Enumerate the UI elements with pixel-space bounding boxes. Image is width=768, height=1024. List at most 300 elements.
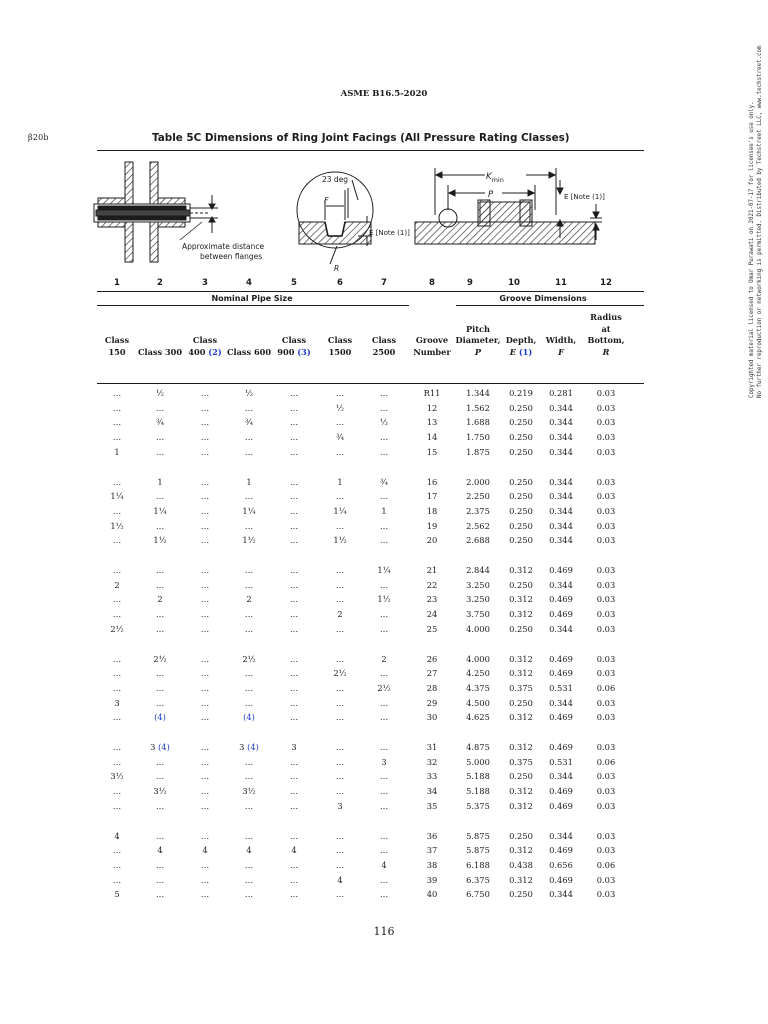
table-cell: 0.469 <box>549 594 573 605</box>
groove-detail-drawing <box>297 172 373 264</box>
groove-dimensions-label: Groove Dimensions <box>499 294 587 303</box>
table-cell: … <box>244 874 254 885</box>
table-cell: 0.03 <box>596 623 616 634</box>
table-cell: 0.531 <box>549 682 573 693</box>
column-header <box>456 324 501 359</box>
table-cell: 0.344 <box>549 697 573 708</box>
table-cell: … <box>112 845 122 856</box>
column-header-line: Number <box>413 346 451 357</box>
table-cell: … <box>289 402 299 413</box>
table-cell: 0.03 <box>596 535 616 546</box>
table-cell: … <box>155 579 165 590</box>
copyright-line: No further reproduction or networking is permitted. Distributed by Techstreet LLC, www.techstreet.com <box>757 45 763 398</box>
table-cell: 0.312 <box>509 800 533 811</box>
table-cell: 3.750 <box>466 609 490 620</box>
table-cell: 1 <box>114 446 120 457</box>
table-cell: … <box>289 682 299 693</box>
column-header-line: Width, <box>545 335 577 345</box>
table-cell: … <box>335 520 345 531</box>
table-cell: ½ <box>335 402 345 413</box>
table-cell: 0.03 <box>596 609 616 620</box>
table-cell: 2.562 <box>466 520 490 531</box>
column-header-line: Groove <box>415 335 449 345</box>
revision-mark: β20b <box>28 133 49 142</box>
table-cell: 0.250 <box>509 697 533 708</box>
table-cell: … <box>289 668 299 679</box>
table-cell: 0.344 <box>549 432 573 443</box>
table-cell: … <box>335 889 345 900</box>
table-cell: 0.03 <box>596 402 616 413</box>
table-cell: … <box>379 712 389 723</box>
column-header-line: 1500 <box>328 346 352 357</box>
column-header-line: Class <box>104 335 130 345</box>
column-number: 11 <box>555 278 567 288</box>
table-cell: … <box>289 491 299 502</box>
table-cell: 26 <box>426 653 438 664</box>
column-number: 12 <box>600 278 612 288</box>
table-cell: … <box>200 756 210 767</box>
column-header <box>372 335 396 358</box>
table-cell: 0.03 <box>596 520 616 531</box>
table-cell: 1½ <box>110 520 124 531</box>
column-header <box>506 335 537 358</box>
table-cell: … <box>335 446 345 457</box>
table-cell: 6.750 <box>466 889 490 900</box>
table-cell: … <box>379 535 389 546</box>
table-cell: … <box>335 653 345 664</box>
table-cell: 29 <box>426 697 438 708</box>
table-cell: 1 <box>381 505 387 516</box>
width-symbol-label: F <box>324 196 329 205</box>
table-cell: 0.250 <box>509 623 533 634</box>
column-number: 4 <box>246 278 252 288</box>
table-cell: … <box>112 476 122 487</box>
table-cell: … <box>200 476 210 487</box>
table-cell: … <box>112 859 122 870</box>
flange-section-drawing <box>415 168 602 244</box>
table-cell: … <box>200 594 210 605</box>
table-cell: 16 <box>426 476 438 487</box>
table-cell: … <box>155 889 165 900</box>
table-cell: 0.219 <box>509 388 533 398</box>
column-header-line: F <box>558 346 564 357</box>
column-number: 5 <box>291 278 297 288</box>
table-cell: 1¼ <box>333 505 347 516</box>
table-cell: 1.562 <box>466 402 490 413</box>
table-cell: 1¼ <box>153 505 167 516</box>
table-cell: 3 (4) <box>150 742 170 752</box>
table-cell: 35 <box>426 800 438 811</box>
distance-label-2: between flanges <box>200 252 263 261</box>
table-cell: 2 <box>381 653 387 664</box>
table-cell: … <box>155 874 165 885</box>
table-cell: 1 <box>337 476 343 487</box>
table-cell: 0.469 <box>549 800 573 811</box>
table-cell: 0.312 <box>509 609 533 620</box>
table-cell: … <box>335 579 345 590</box>
table-cell: 0.344 <box>549 402 573 413</box>
table-cell: … <box>244 446 254 457</box>
table-cell: 4.375 <box>466 682 490 693</box>
column-header-line: 2500 <box>372 346 396 357</box>
table-cell: 37 <box>426 845 438 856</box>
table-cell: 0.250 <box>509 476 533 487</box>
table-cell: … <box>379 623 389 634</box>
table-cell: … <box>244 668 254 679</box>
table-cell: … <box>244 609 254 620</box>
table-cell: … <box>200 786 210 797</box>
table-cell: … <box>244 771 254 782</box>
table-cell: … <box>379 697 389 708</box>
table-cell: 0.531 <box>549 756 573 767</box>
table-cell: … <box>244 800 254 811</box>
table-cell: … <box>379 579 389 590</box>
table-cell: 40 <box>426 889 438 900</box>
table-cell: … <box>335 771 345 782</box>
copyright-notice <box>748 46 764 399</box>
table-cell: … <box>155 565 165 575</box>
table-cell: … <box>155 830 165 841</box>
table-cell: 0.03 <box>596 771 616 782</box>
table-cell: 2.688 <box>466 535 490 546</box>
table-cell: 0.344 <box>549 520 573 531</box>
table-cell: … <box>335 491 345 502</box>
table-cell: 2½ <box>377 682 391 693</box>
table-cell: 0.03 <box>596 579 616 590</box>
table-cell: ½ <box>379 417 389 428</box>
table-cell: 0.03 <box>596 874 616 885</box>
table-cell: 0.06 <box>596 756 616 767</box>
table-cell: … <box>155 402 165 413</box>
table-cell: 0.03 <box>596 742 616 752</box>
title-rule <box>97 150 644 151</box>
table-cell: … <box>200 859 210 870</box>
table-cell: 1 <box>246 476 252 487</box>
table-cell: 2½ <box>242 653 256 664</box>
table-cell: … <box>379 388 389 398</box>
column-header-line: at <box>601 323 611 334</box>
table-cell: 2 <box>114 579 120 590</box>
table-cell: … <box>379 830 389 841</box>
table-cell: … <box>112 505 122 516</box>
table-cell: … <box>200 520 210 531</box>
table-cell: … <box>335 712 345 723</box>
table-cell: … <box>200 446 210 457</box>
table-cell: … <box>200 505 210 516</box>
table-cell: 2.844 <box>466 565 490 575</box>
table-cell: … <box>379 668 389 679</box>
table-cell: … <box>200 623 210 634</box>
table-cell: … <box>379 432 389 443</box>
column-header-line: Class <box>281 335 307 345</box>
table-cell: … <box>289 830 299 841</box>
column-header-line: Class <box>371 335 397 345</box>
table-cell: … <box>335 682 345 693</box>
table-cell: 0.03 <box>596 417 616 428</box>
table-cell: … <box>112 800 122 811</box>
table-cell: … <box>289 388 299 398</box>
table-cell: … <box>379 609 389 620</box>
column-header <box>277 335 310 358</box>
table-cell: … <box>335 697 345 708</box>
table-cell: … <box>335 565 345 575</box>
column-header-line: E (1) <box>509 346 533 357</box>
table-cell: … <box>379 889 389 900</box>
table-cell: 0.03 <box>596 889 616 900</box>
table-cell: 0.312 <box>509 874 533 885</box>
table-cell: … <box>155 623 165 634</box>
table-cell: R11 <box>423 388 441 398</box>
table-cell: 30 <box>426 712 438 723</box>
table-cell: ½ <box>155 388 165 398</box>
table-cell: 0.469 <box>549 742 573 752</box>
table-cell: 0.03 <box>596 446 616 457</box>
table-cell: … <box>112 402 122 413</box>
table-cell: 5 <box>114 889 120 900</box>
table-cell: 0.469 <box>549 668 573 679</box>
table-cell: 0.03 <box>596 505 616 516</box>
table-cell: 0.03 <box>596 712 616 723</box>
table-cell: … <box>244 432 254 443</box>
table-cell: … <box>200 653 210 664</box>
table-cell: 0.250 <box>509 402 533 413</box>
table-cell: … <box>112 535 122 546</box>
table-cell: 0.344 <box>549 579 573 590</box>
table-cell: 4 <box>202 845 208 856</box>
table-cell: 2.250 <box>466 491 490 502</box>
table-cell: … <box>379 786 389 797</box>
table-cell: 0.344 <box>549 535 573 546</box>
column-header <box>227 347 271 359</box>
table-cell: 0.03 <box>596 388 616 398</box>
table-cell: 0.250 <box>509 520 533 531</box>
table-cell: 2.375 <box>466 505 490 516</box>
table-cell: 4.250 <box>466 668 490 679</box>
table-cell: 0.312 <box>509 786 533 797</box>
table-cell: … <box>112 756 122 767</box>
table-cell: 4.875 <box>466 742 490 752</box>
table-cell: … <box>112 712 122 723</box>
table-cell: … <box>155 520 165 531</box>
table-cell: 4.625 <box>466 712 490 723</box>
table-cell: 0.469 <box>549 565 573 575</box>
table-cell: … <box>289 623 299 634</box>
table-cell: 4 <box>114 830 120 841</box>
table-cell: … <box>244 520 254 531</box>
table-cell: 0.469 <box>549 653 573 664</box>
table-cell: … <box>112 609 122 620</box>
table-cell: 0.03 <box>596 653 616 664</box>
table-cell: … <box>155 668 165 679</box>
table-cell: 17 <box>426 491 438 502</box>
table-cell: 0.03 <box>596 565 616 575</box>
table-cell: 0.250 <box>509 830 533 841</box>
table-cell: … <box>289 874 299 885</box>
table-cell: … <box>112 668 122 679</box>
angle-label: 23 deg <box>322 175 349 184</box>
table-cell: 0.250 <box>509 446 533 457</box>
table-cell: 0.03 <box>596 697 616 708</box>
table-cell: … <box>335 830 345 841</box>
column-header-line: 150 <box>108 346 126 357</box>
table-cell: ¾ <box>379 476 389 487</box>
table-cell: 0.03 <box>596 594 616 605</box>
table-cell: ¾ <box>155 417 165 428</box>
table-cell: … <box>155 697 165 708</box>
table-cell: … <box>200 565 210 575</box>
kmin-label: $K_{min}$ <box>486 172 504 184</box>
table-cell: … <box>244 756 254 767</box>
table-cell: 0.344 <box>549 830 573 841</box>
table-cell: … <box>200 535 210 546</box>
table-cell: … <box>289 520 299 531</box>
column-header-line: 900 (3) <box>277 346 311 357</box>
table-cell: 2½ <box>333 668 347 679</box>
table-cell: 2 <box>337 609 343 620</box>
table-cell: … <box>112 742 122 752</box>
table-cell: (4) <box>154 712 166 723</box>
distance-label-1: Approximate distance <box>182 242 265 251</box>
table-cell: 1.344 <box>466 388 490 398</box>
table-cell: 1¼ <box>377 565 391 575</box>
table-cell: … <box>289 417 299 428</box>
table-cell: … <box>335 388 345 398</box>
column-header <box>546 335 576 358</box>
table-cell: 21 <box>426 565 438 575</box>
table-cell: 5.375 <box>466 800 490 811</box>
table-cell: 0.344 <box>549 771 573 782</box>
table-cell: … <box>289 609 299 620</box>
column-number: 10 <box>508 278 520 288</box>
column-header <box>138 347 182 359</box>
page-number: 116 <box>373 925 395 938</box>
table-cell: … <box>289 859 299 870</box>
table-cell: 22 <box>426 579 438 590</box>
nominal-pipe-size-rule <box>97 305 409 306</box>
table-cell: 1.750 <box>466 432 490 443</box>
table-cell: 0.344 <box>549 889 573 900</box>
table-cell: 4 <box>157 845 163 856</box>
table-cell: … <box>379 446 389 457</box>
table-cell: … <box>200 771 210 782</box>
table-cell: 0.469 <box>549 712 573 723</box>
table-cell: … <box>112 565 122 575</box>
table-cell: 1¼ <box>242 505 256 516</box>
table-cell: 0.03 <box>596 432 616 443</box>
table-cell: … <box>200 579 210 590</box>
column-header <box>413 335 450 358</box>
table-cell: … <box>335 859 345 870</box>
table-cell: … <box>200 712 210 723</box>
table-cell: 0.03 <box>596 800 616 811</box>
table-cell: … <box>379 520 389 531</box>
table-cell: 0.312 <box>509 742 533 752</box>
table-cell: … <box>289 756 299 767</box>
table-cell: 18 <box>426 505 438 516</box>
table-cell: ¾ <box>335 432 345 443</box>
ring-joint-figure <box>90 160 630 274</box>
table-cell: 3 <box>337 800 343 811</box>
table-cell: (4) <box>243 712 255 723</box>
column-header-line: Class <box>327 335 353 345</box>
table-cell: … <box>335 786 345 797</box>
table-cell: 0.312 <box>509 653 533 664</box>
table-cell: … <box>335 594 345 605</box>
table-cell: 2 <box>246 594 252 605</box>
table-cell: 14 <box>426 432 438 443</box>
table-cell: 0.03 <box>596 786 616 797</box>
table-cell: … <box>112 682 122 693</box>
table-cell: 3.250 <box>466 579 490 590</box>
table-cell: 0.03 <box>596 491 616 502</box>
table-cell: 15 <box>426 446 438 457</box>
table-cell: 0.344 <box>549 491 573 502</box>
table-cell: … <box>289 535 299 546</box>
table-cell: 4.000 <box>466 623 490 634</box>
table-cell: 31 <box>426 742 438 752</box>
table-cell: … <box>335 845 345 856</box>
table-cell: … <box>200 800 210 811</box>
table-cell: 0.250 <box>509 579 533 590</box>
column-header <box>588 312 625 358</box>
header-rule <box>97 383 644 384</box>
table-cell: 2 <box>157 594 163 605</box>
column-header-line: Bottom, <box>587 335 625 345</box>
table-cell: 32 <box>426 756 438 767</box>
table-cell: 3 <box>291 742 297 752</box>
table-cell: 0.438 <box>509 859 533 870</box>
table-cell: 4.500 <box>466 697 490 708</box>
column-header-line: Depth, <box>505 335 537 345</box>
table-cell: … <box>155 432 165 443</box>
table-title: Table 5C Dimensions of Ring Joint Facings (All Pressure Rating Classes) <box>152 132 570 144</box>
column-number: 9 <box>467 278 473 288</box>
column-header-line: Radius <box>590 312 622 322</box>
table-cell: … <box>289 594 299 605</box>
table-cell: 3.250 <box>466 594 490 605</box>
table-cell: … <box>155 859 165 870</box>
table-cell: 1½ <box>377 594 391 605</box>
column-header-line: Diameter, <box>455 335 501 345</box>
table-cell: … <box>155 800 165 811</box>
table-cell: 6.188 <box>466 859 490 870</box>
table-cell: … <box>289 579 299 590</box>
table-cell: 3½ <box>242 786 256 797</box>
column-number: 6 <box>337 278 343 288</box>
table-cell: … <box>289 653 299 664</box>
table-cell: … <box>289 786 299 797</box>
table-cell: 33 <box>426 771 438 782</box>
table-cell: … <box>200 609 210 620</box>
table-cell: 27 <box>426 668 438 679</box>
table-cell: 0.469 <box>549 786 573 797</box>
table-cell: 0.250 <box>509 432 533 443</box>
table-cell: 0.06 <box>596 682 616 693</box>
table-cell: 4 <box>337 874 343 885</box>
table-cell: 0.06 <box>596 859 616 870</box>
table-cell: 0.375 <box>509 682 533 693</box>
table-cell: 5.875 <box>466 845 490 856</box>
table-cell: … <box>200 682 210 693</box>
table-cell: 0.469 <box>549 874 573 885</box>
table-cell: … <box>155 756 165 767</box>
table-cell: … <box>289 446 299 457</box>
table-cell: … <box>112 432 122 443</box>
table-cell: … <box>112 653 122 664</box>
table-cell: 3 <box>114 697 120 708</box>
table-cell: … <box>200 388 210 398</box>
table-cell: ¾ <box>244 417 254 428</box>
